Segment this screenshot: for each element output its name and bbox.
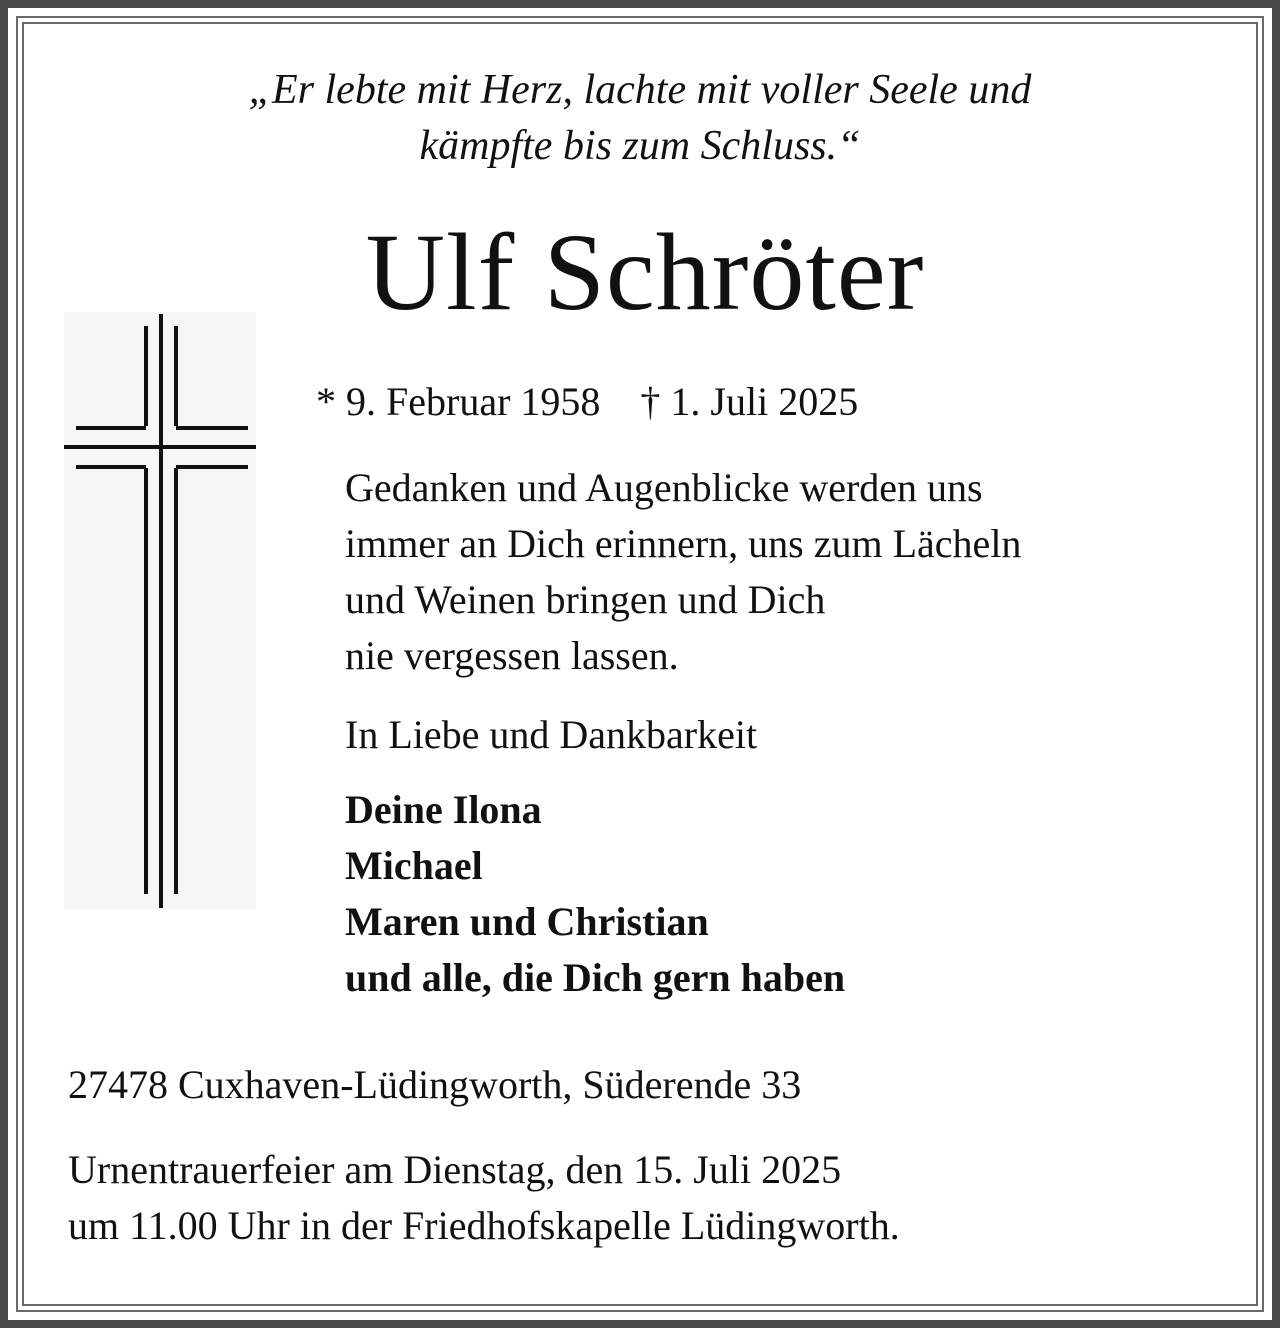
ceremony-info — [68, 1142, 900, 1254]
deceased-name: Ulf Schröter — [365, 211, 925, 333]
quote-line: „Er lebte mit Herz, lachte mit voller Seele und — [248, 67, 1032, 113]
memorial-quote — [0, 62, 1280, 174]
ceremony-line: Urnentrauerfeier am Dienstag, den 15. Juli 2025 — [68, 1147, 842, 1192]
verse-line: Gedanken und Augenblicke werden uns — [345, 465, 983, 510]
mourner-name: Deine Ilona — [345, 787, 542, 832]
ceremony-line: um 11.00 Uhr in der Friedhofskapelle Lüdingworth. — [68, 1203, 900, 1248]
memorial-verse — [345, 460, 1021, 684]
verse-line: immer an Dich erinnern, uns zum Lächeln — [345, 521, 1022, 566]
cross-icon — [64, 312, 256, 910]
verse-line: und Weinen bringen und Dich — [345, 577, 826, 622]
mourner-name: Maren und Christian — [345, 899, 709, 944]
family-address: 27478 Cuxhaven-Lüdingworth, Süderende 33 — [68, 1062, 802, 1107]
mourners-list — [345, 782, 845, 1006]
mourner-name: und alle, die Dich gern haben — [345, 955, 846, 1000]
verse-line: nie vergessen lassen. — [345, 633, 679, 678]
closing-greeting: In Liebe und Dankbarkeit — [345, 712, 758, 757]
life-dates: * 9. Februar 1958 † 1. Juli 2025 — [316, 379, 859, 424]
quote-line: kämpfte bis zum Schluss.“ — [419, 123, 861, 169]
mourner-name: Michael — [345, 843, 483, 888]
